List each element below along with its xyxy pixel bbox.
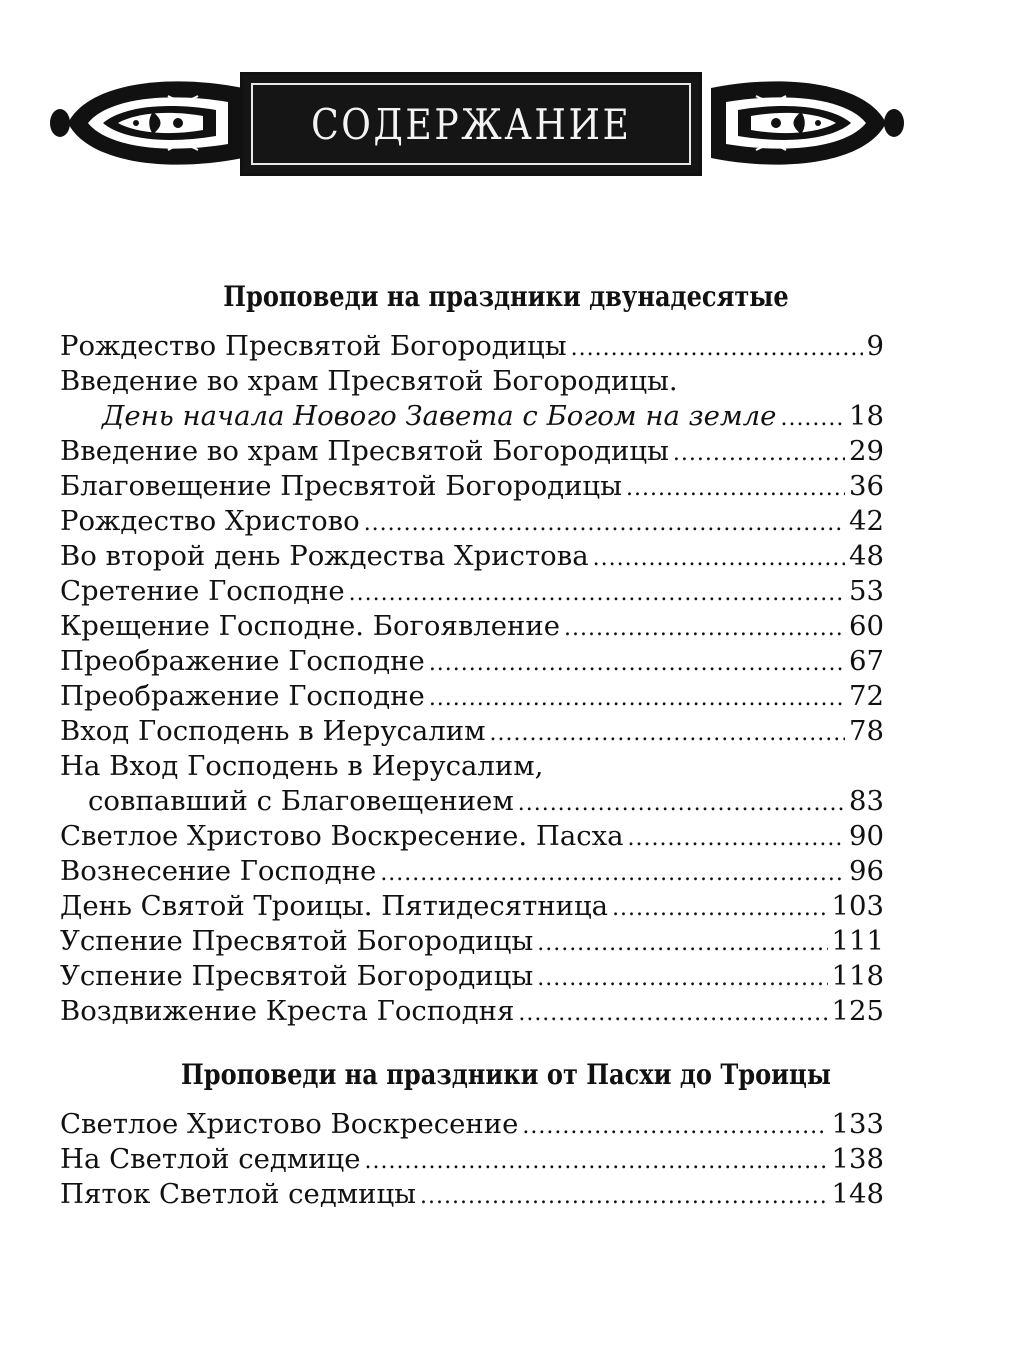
toc-entry-page: 83 — [849, 785, 884, 817]
toc-entry-page: 138 — [831, 1143, 884, 1175]
toc-entry-page: 53 — [849, 575, 884, 607]
dot-leader — [522, 1114, 827, 1139]
dot-leader — [673, 441, 845, 466]
toc-entry[interactable] — [60, 1108, 884, 1143]
toc-entry[interactable] — [60, 820, 884, 855]
dot-leader — [429, 651, 845, 676]
toc-entry-page: 118 — [831, 960, 884, 992]
toc-entry-page: 148 — [831, 1178, 884, 1210]
dot-leader — [628, 826, 845, 851]
toc-entry[interactable] — [60, 540, 884, 575]
toc-entry-page: 90 — [849, 820, 884, 852]
dot-leader — [518, 1001, 827, 1026]
toc-entry-label: День начала Нового Завета с Богом на земле — [102, 400, 777, 432]
dot-leader — [365, 1149, 828, 1174]
toc-entry-label: Вход Господень в Иерусалим — [60, 715, 486, 747]
toc-entry[interactable] — [60, 715, 884, 750]
toc-entry-label: Благовещение Пресвятой Богородицы — [60, 470, 622, 502]
dot-leader — [518, 791, 845, 816]
toc-entry-page: 72 — [849, 680, 884, 712]
toc-entry[interactable] — [60, 995, 884, 1030]
toc-entry[interactable] — [60, 365, 884, 400]
toc-entry-page: 125 — [831, 995, 884, 1027]
toc-entry[interactable] — [60, 1143, 884, 1178]
dot-leader — [380, 861, 845, 886]
toc-entry-label: Успение Пресвятой Богородицы — [60, 960, 534, 992]
toc-entry-page: 111 — [831, 925, 884, 957]
toc-entry-page: 133 — [831, 1108, 884, 1140]
toc-entry-label: Вознесение Господне — [60, 855, 377, 887]
toc-entry-label: Введение во храм Пресвятой Богородицы — [60, 435, 669, 467]
toc-entry-label: Преображение Господне — [60, 645, 425, 677]
page-title: СОДЕРЖАНИЕ — [310, 99, 632, 149]
toc-entry-label: На Светлой седмице — [60, 1143, 361, 1175]
toc-entry-label: Крещение Господне. Богоявление — [60, 610, 560, 642]
header-banner — [0, 70, 1012, 180]
dot-leader — [564, 616, 845, 641]
toc-entry-label: Светлое Христово Воскресение. Пасха — [60, 820, 624, 852]
toc-entry[interactable] — [60, 645, 884, 680]
toc-entry-page: 42 — [849, 505, 884, 537]
dot-leader — [364, 511, 845, 536]
toc-entry-page: 9 — [866, 330, 884, 362]
toc-entry[interactable] — [60, 470, 884, 505]
dot-leader — [490, 721, 846, 746]
toc-entry[interactable] — [60, 435, 884, 470]
toc-entry[interactable] — [60, 680, 884, 715]
toc-entry-label: Светлое Христово Воскресение — [60, 1108, 519, 1140]
toc-entry-label: Преображение Господне — [60, 680, 425, 712]
toc-entry[interactable] — [60, 330, 884, 365]
toc-entry-page: 29 — [849, 435, 884, 467]
toc-entry-page: 78 — [849, 715, 884, 747]
toc-entry-label: Успение Пресвятой Богородицы — [60, 925, 534, 957]
toc-entry[interactable] — [60, 575, 884, 610]
toc-entry-label: Рождество Пресвятой Богородицы — [60, 330, 567, 362]
toc-entry-page: 103 — [831, 890, 884, 922]
dot-leader — [780, 406, 845, 431]
toc-entry[interactable] — [60, 785, 884, 820]
toc-entry-label: Пяток Светлой седмицы — [60, 1178, 417, 1210]
toc-entry-label: Сретение Господне — [60, 575, 345, 607]
ornament-right-icon — [706, 78, 906, 168]
toc-entry[interactable] — [60, 960, 884, 995]
dot-leader — [537, 931, 827, 956]
dot-leader — [537, 966, 827, 991]
toc-list — [60, 1108, 884, 1213]
toc-entry-page: 67 — [849, 645, 884, 677]
toc-entry-label: совпавший с Благовещением — [88, 785, 514, 817]
toc-entry[interactable] — [60, 925, 884, 960]
toc-entry-label: Введение во храм Пресвятой Богородицы. — [60, 365, 678, 397]
toc-entry-page: 36 — [849, 470, 884, 502]
toc-entry-page: 18 — [849, 400, 884, 432]
toc-entry-label: Во второй день Рождества Христова — [60, 540, 589, 572]
dot-leader — [420, 1184, 827, 1209]
toc-list — [60, 330, 884, 1030]
dot-leader — [612, 896, 827, 921]
toc-entry-label: Рождество Христово — [60, 505, 360, 537]
toc-entry-page: 60 — [849, 610, 884, 642]
toc-entry-label: Воздвижение Креста Господня — [60, 995, 515, 1027]
section-heading: Проповеди на праздники от Пасхи до Троицы — [181, 1058, 831, 1091]
toc-entry[interactable] — [60, 890, 884, 925]
toc-entry[interactable] — [60, 610, 884, 645]
dot-leader — [349, 581, 845, 606]
dot-leader — [429, 686, 845, 711]
dot-leader — [593, 546, 845, 571]
toc-entry[interactable] — [60, 400, 884, 435]
ornament-left-icon — [48, 78, 248, 168]
toc-entry[interactable] — [60, 855, 884, 890]
toc-entry[interactable] — [60, 750, 884, 785]
toc-entry[interactable] — [60, 505, 884, 540]
toc-entry-page: 96 — [849, 855, 884, 887]
dot-leader — [626, 476, 845, 501]
title-frame — [240, 72, 702, 176]
toc-entry-label: На Вход Господень в Иерусалим, — [60, 750, 544, 782]
toc-entry[interactable] — [60, 1178, 884, 1213]
dot-leader — [571, 336, 863, 361]
toc-entry-page: 48 — [849, 540, 884, 572]
section-heading: Проповеди на праздники двунадесятые — [223, 280, 789, 313]
toc-entry-label: День Святой Троицы. Пятидесятница — [60, 890, 609, 922]
